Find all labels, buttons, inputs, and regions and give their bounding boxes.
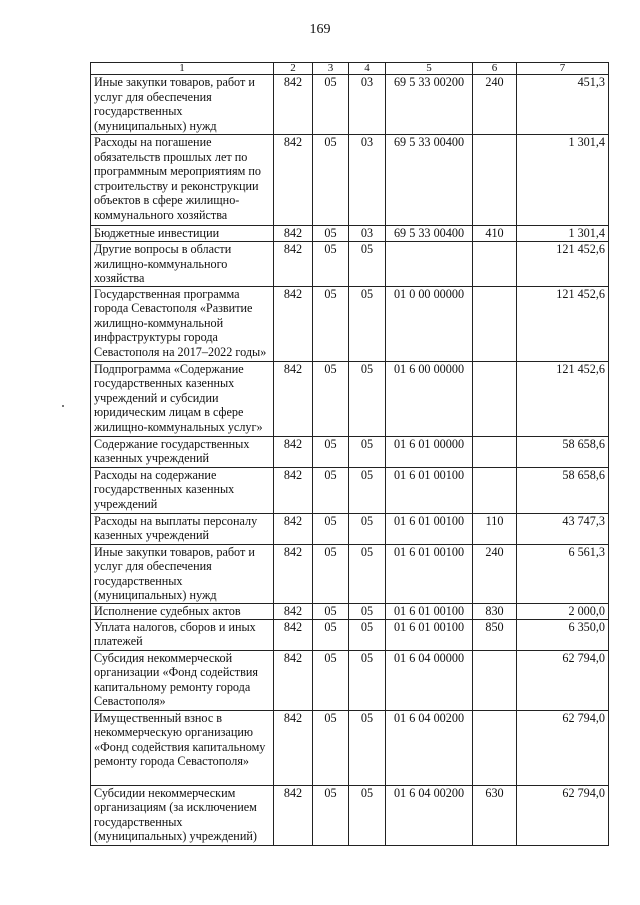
cell-c3: 05	[313, 361, 349, 436]
cell-name: Субсидия некоммерческой организации «Фонд содействия капитальному ремонту города Севастополя»	[91, 650, 274, 710]
cell-c5: 01 6 04 00200	[386, 710, 473, 785]
cell-c5: 01 6 01 00100	[386, 619, 473, 650]
cell-name: Иные закупки товаров, работ и услуг для обеспечения государственных (муниципальных) нужд	[91, 75, 274, 135]
cell-c4: 05	[349, 544, 386, 603]
cell-c5: 01 6 01 00100	[386, 513, 473, 544]
cell-c3: 05	[313, 544, 349, 603]
cell-c2: 842	[274, 603, 313, 619]
cell-c6: 850	[473, 619, 517, 650]
cell-c5: 69 5 33 00400	[386, 135, 473, 226]
cell-c6	[473, 286, 517, 361]
page-number: 169	[309, 22, 331, 37]
cell-name: Уплата налогов, сборов и иных платежей	[91, 619, 274, 650]
cell-c6: 410	[473, 226, 517, 242]
table-row	[91, 361, 609, 436]
cell-c4: 05	[349, 785, 386, 845]
cell-c2: 842	[274, 226, 313, 242]
cell-c3: 05	[313, 785, 349, 845]
cell-c6	[473, 467, 517, 513]
cell-c6	[473, 650, 517, 710]
cell-name: Другие вопросы в области жилищно-коммунального хозяйства	[91, 242, 274, 287]
column-number: 7	[517, 63, 609, 75]
cell-c5: 69 5 33 00400	[386, 226, 473, 242]
table-row	[91, 135, 609, 226]
cell-c3: 05	[313, 650, 349, 710]
cell-c7: 6 561,3	[517, 544, 609, 603]
cell-c7: 43 747,3	[517, 513, 609, 544]
cell-c5: 01 6 00 00000	[386, 361, 473, 436]
cell-c4: 05	[349, 286, 386, 361]
table-row	[91, 710, 609, 785]
cell-c2: 842	[274, 242, 313, 287]
cell-c5: 01 6 01 00100	[386, 544, 473, 603]
cell-c3: 05	[313, 710, 349, 785]
table-row	[91, 785, 609, 845]
budget-table	[90, 62, 609, 846]
cell-c2: 842	[274, 361, 313, 436]
cell-c7: 58 658,6	[517, 467, 609, 513]
cell-name: Имущественный взнос в некоммерческую организацию «Фонд содействия капитальному ремонту города Севастополя»	[91, 710, 274, 785]
table-row	[91, 436, 609, 467]
cell-c4: 03	[349, 135, 386, 226]
cell-c7: 121 452,6	[517, 242, 609, 287]
cell-c5: 01 6 01 00100	[386, 467, 473, 513]
column-number: 2	[274, 63, 313, 75]
cell-c7: 6 350,0	[517, 619, 609, 650]
table-row	[91, 603, 609, 619]
cell-c3: 05	[313, 513, 349, 544]
cell-name: Подпрограмма «Содержание государственных казенных учреждений и субсидии юридическим лицам в сфере жилищно-коммунальных услуг»	[91, 361, 274, 436]
cell-c2: 842	[274, 785, 313, 845]
cell-c4: 03	[349, 75, 386, 135]
cell-c3: 05	[313, 226, 349, 242]
cell-name: Исполнение судебных актов	[91, 603, 274, 619]
cell-c5: 01 6 04 00000	[386, 650, 473, 710]
cell-c4: 05	[349, 242, 386, 287]
cell-c6: 240	[473, 544, 517, 603]
cell-c4: 05	[349, 650, 386, 710]
table-row	[91, 544, 609, 603]
cell-c6	[473, 361, 517, 436]
cell-c6: 240	[473, 75, 517, 135]
cell-c3: 05	[313, 135, 349, 226]
cell-name: Субсидии некоммерческим организациям (за исключением государственных (муниципальных) учреждений)	[91, 785, 274, 845]
cell-c2: 842	[274, 544, 313, 603]
cell-c4: 05	[349, 603, 386, 619]
cell-c6: 110	[473, 513, 517, 544]
column-number: 3	[313, 63, 349, 75]
cell-c3: 05	[313, 603, 349, 619]
cell-c2: 842	[274, 75, 313, 135]
column-number: 4	[349, 63, 386, 75]
cell-c4: 05	[349, 436, 386, 467]
table-row	[91, 75, 609, 135]
cell-c4: 05	[349, 619, 386, 650]
cell-c2: 842	[274, 467, 313, 513]
table-row	[91, 242, 609, 287]
cell-name: Бюджетные инвестиции	[91, 226, 274, 242]
cell-c2: 842	[274, 135, 313, 226]
cell-name: Расходы на погашение обязательств прошлых лет по программным мероприятиям по строительству и реконструкции объектов в сфере жилищно-коммунального хозяйства	[91, 135, 274, 226]
cell-c7: 1 301,4	[517, 226, 609, 242]
cell-c2: 842	[274, 286, 313, 361]
cell-name: Содержание государственных казенных учреждений	[91, 436, 274, 467]
cell-c4: 05	[349, 710, 386, 785]
column-number: 1	[91, 63, 274, 75]
cell-c7: 451,3	[517, 75, 609, 135]
cell-c2: 842	[274, 650, 313, 710]
cell-c2: 842	[274, 513, 313, 544]
cell-c6	[473, 135, 517, 226]
table-row	[91, 226, 609, 242]
cell-c7: 62 794,0	[517, 785, 609, 845]
cell-c7: 1 301,4	[517, 135, 609, 226]
column-number: 5	[386, 63, 473, 75]
table-row	[91, 286, 609, 361]
cell-name: Иные закупки товаров, работ и услуг для обеспечения государственных (муниципальных) нужд	[91, 544, 274, 603]
cell-c6: 630	[473, 785, 517, 845]
cell-c7: 58 658,6	[517, 436, 609, 467]
cell-name: Расходы на содержание государственных казенных учреждений	[91, 467, 274, 513]
cell-c7: 121 452,6	[517, 286, 609, 361]
cell-c3: 05	[313, 242, 349, 287]
cell-c3: 05	[313, 436, 349, 467]
table-row	[91, 467, 609, 513]
cell-c5: 01 6 04 00200	[386, 785, 473, 845]
table-row	[91, 650, 609, 710]
cell-c2: 842	[274, 619, 313, 650]
cell-c6	[473, 710, 517, 785]
cell-c6	[473, 242, 517, 287]
cell-c2: 842	[274, 436, 313, 467]
cell-c5: 01 0 00 00000	[386, 286, 473, 361]
cell-c4: 05	[349, 467, 386, 513]
cell-c5: 69 5 33 00200	[386, 75, 473, 135]
table-row	[91, 513, 609, 544]
cell-c3: 05	[313, 467, 349, 513]
cell-c6: 830	[473, 603, 517, 619]
cell-c5: 01 6 01 00100	[386, 603, 473, 619]
cell-c3: 05	[313, 619, 349, 650]
cell-c4: 05	[349, 361, 386, 436]
cell-c7: 62 794,0	[517, 710, 609, 785]
cell-c3: 05	[313, 75, 349, 135]
scan-mark	[62, 405, 64, 407]
cell-c3: 05	[313, 286, 349, 361]
cell-c6	[473, 436, 517, 467]
cell-c4: 05	[349, 513, 386, 544]
cell-name: Государственная программа города Севастополя «Развитие жилищно-коммунальной инфраструктуры города Севастополя на 2017–2022 годы»	[91, 286, 274, 361]
cell-c2: 842	[274, 710, 313, 785]
column-number-row	[91, 63, 609, 75]
cell-c5: 01 6 01 00000	[386, 436, 473, 467]
cell-c4: 03	[349, 226, 386, 242]
cell-c7: 121 452,6	[517, 361, 609, 436]
cell-c7: 62 794,0	[517, 650, 609, 710]
table-row	[91, 619, 609, 650]
cell-c7: 2 000,0	[517, 603, 609, 619]
cell-name: Расходы на выплаты персоналу казенных учреждений	[91, 513, 274, 544]
cell-c5	[386, 242, 473, 287]
column-number: 6	[473, 63, 517, 75]
